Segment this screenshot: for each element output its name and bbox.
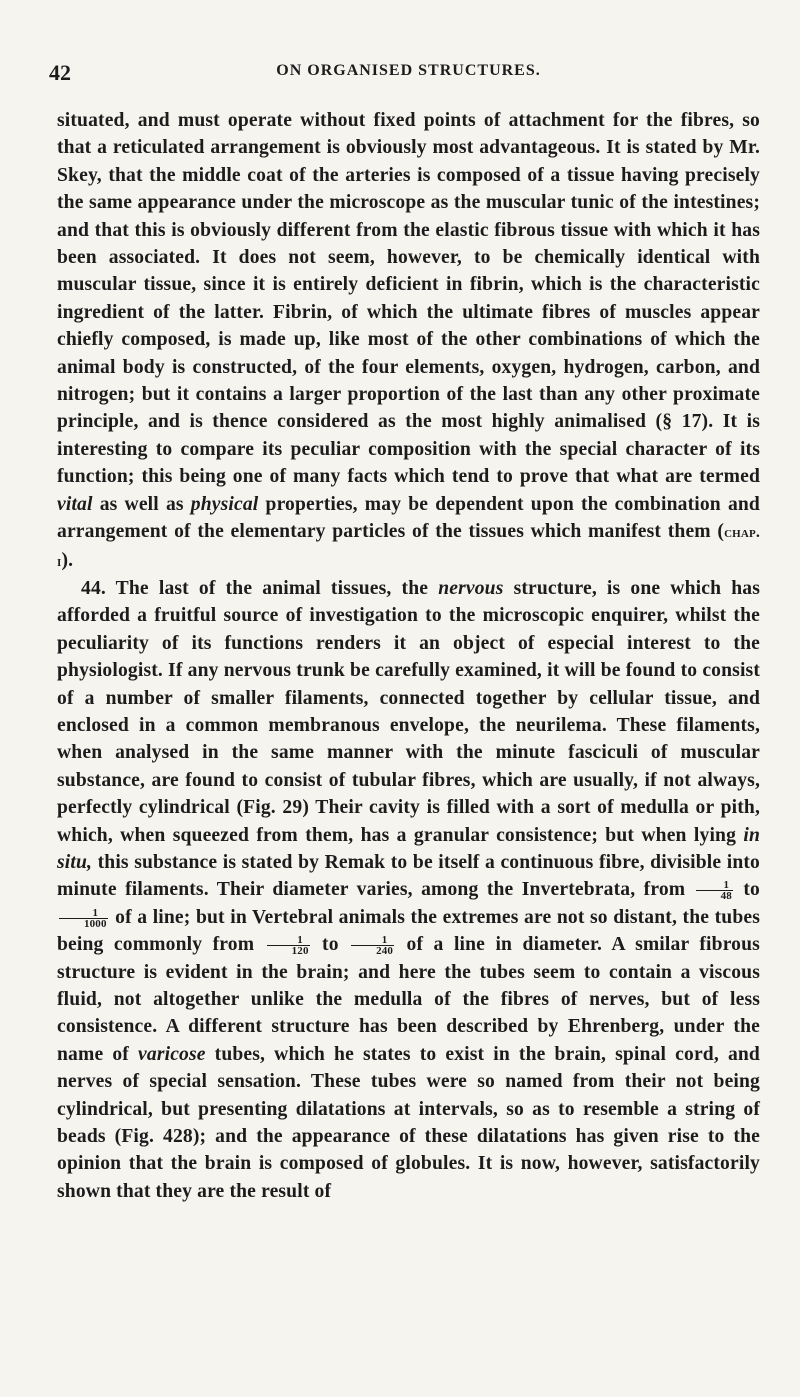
- body-text: [57, 107, 760, 1205]
- fraction-denominator: 120: [291, 945, 309, 958]
- fraction-numerator: 1: [351, 935, 394, 946]
- fraction-numerator: 1: [267, 935, 310, 946]
- text-run: situated, and must operate without fixed points of attachment for the fibres, so that a reticulated arrangement is obviously most advantageous. It is stated by Mr. Skey, that the middle coat of the arteries is composed of a tissue having precisely the same appearance under the microscope as the muscular tunic of the intestines; and that this is obviously different from the elastic fibrous tissue with which it has been associated. It does not seem, however, to be chemically identical with muscular tissue, since it is entirely deficient in fibrin, which is the characteristic ingredient of the latter. Fibrin, of which the ultimate fibres of muscles appear chiefly composed, is made up, like most of the other combinations of which the animal body is constructed, of the four elements, oxygen, hydrogen, carbon, and nitrogen; but it contains a larger proportion of the last than any other proximate principle, and is thence considered as the most highly animalised (§ 17). It is interesting to compare its peculiar composition with the special character of its function; this being one of many facts which tend to prove that what are termed: [57, 110, 760, 488]
- running-head: ON ORGANISED STRUCTURES.: [276, 62, 541, 79]
- fraction-denominator: 240: [376, 945, 394, 958]
- italic-term: physical: [190, 493, 259, 515]
- text-run: structure, is one which has afforded a fruitful source of investigation to the microscopic enquirer, whilst the peculiarity of its functions renders it an object of especial interest to the physiologist. If any nervous trunk be carefully examined, it will be found to consist of a number of smaller filaments, connected together by cellular tissue, and enclosed in a common membranous envelope, the neurilema. These filaments, when analysed in the same manner with the minute fasciculi of muscular substance, are found to consist of tubular fibres, which are usually, if not always, perfectly cylindrical (Fig. 29) Their cavity is filled with a sort of medulla or pith, which, when squeezed from them, has a granular consistence; but when lying: [57, 577, 760, 846]
- text-run: to: [743, 879, 760, 901]
- text-run: of a line in diameter. A smilar fibrous structure is evident in the brain; and here the tubes seem to contain a viscous fluid, not altogether unlike the medulla of the fibres of nerves, but of less consistence. A different structure has been described by Ehrenberg, under the name of: [57, 934, 760, 1065]
- fraction-denominator: 48: [720, 890, 732, 903]
- text-run: 44. The last of the animal tissues, the: [81, 577, 429, 599]
- paragraph-continuation: [57, 107, 760, 575]
- fraction: [59, 908, 108, 929]
- text-run: this substance is stated by Remak to be itself a continuous fibre, divisible into minute filaments. Their diameter varies, among the Invertebrata, from: [57, 851, 760, 901]
- chapter-reference: chap. i: [57, 524, 760, 570]
- text-run: ).: [61, 549, 74, 571]
- text-run: as well as: [99, 493, 184, 515]
- fraction-numerator: 1: [59, 908, 108, 919]
- fraction: [351, 935, 394, 956]
- italic-term: varicose: [138, 1043, 206, 1065]
- italic-term: vital: [57, 493, 93, 515]
- page-number: 42: [49, 60, 71, 85]
- paragraph-44: [57, 575, 760, 1205]
- text-run: of a line; but in Vertebral animals the extremes are not so distant, the tubes being commonly from: [57, 906, 760, 956]
- page-header: [49, 34, 760, 85]
- fraction: [267, 935, 310, 956]
- fraction-denominator: 1000: [84, 917, 107, 930]
- text-run: properties, may be dependent upon the combination and arrangement of the elementary particles of the tissues which manifest them (: [57, 493, 760, 543]
- italic-term: in situ,: [57, 824, 760, 873]
- fraction-numerator: 1: [696, 880, 733, 891]
- fraction: [696, 880, 733, 901]
- italic-term: nervous: [438, 577, 504, 599]
- text-run: tubes, which he states to exist in the brain, spinal cord, and nerves of special sensation. These tubes were so named from their not being cylindrical, but presenting dilatations at intervals, so as to resemble a string of beads (Fig. 428); and the appearance of these dilatations has given rise to the opinion that the brain is composed of globules. It is now, however, satisfactorily shown that they are the result of: [57, 1043, 760, 1202]
- text-run: to: [322, 934, 339, 956]
